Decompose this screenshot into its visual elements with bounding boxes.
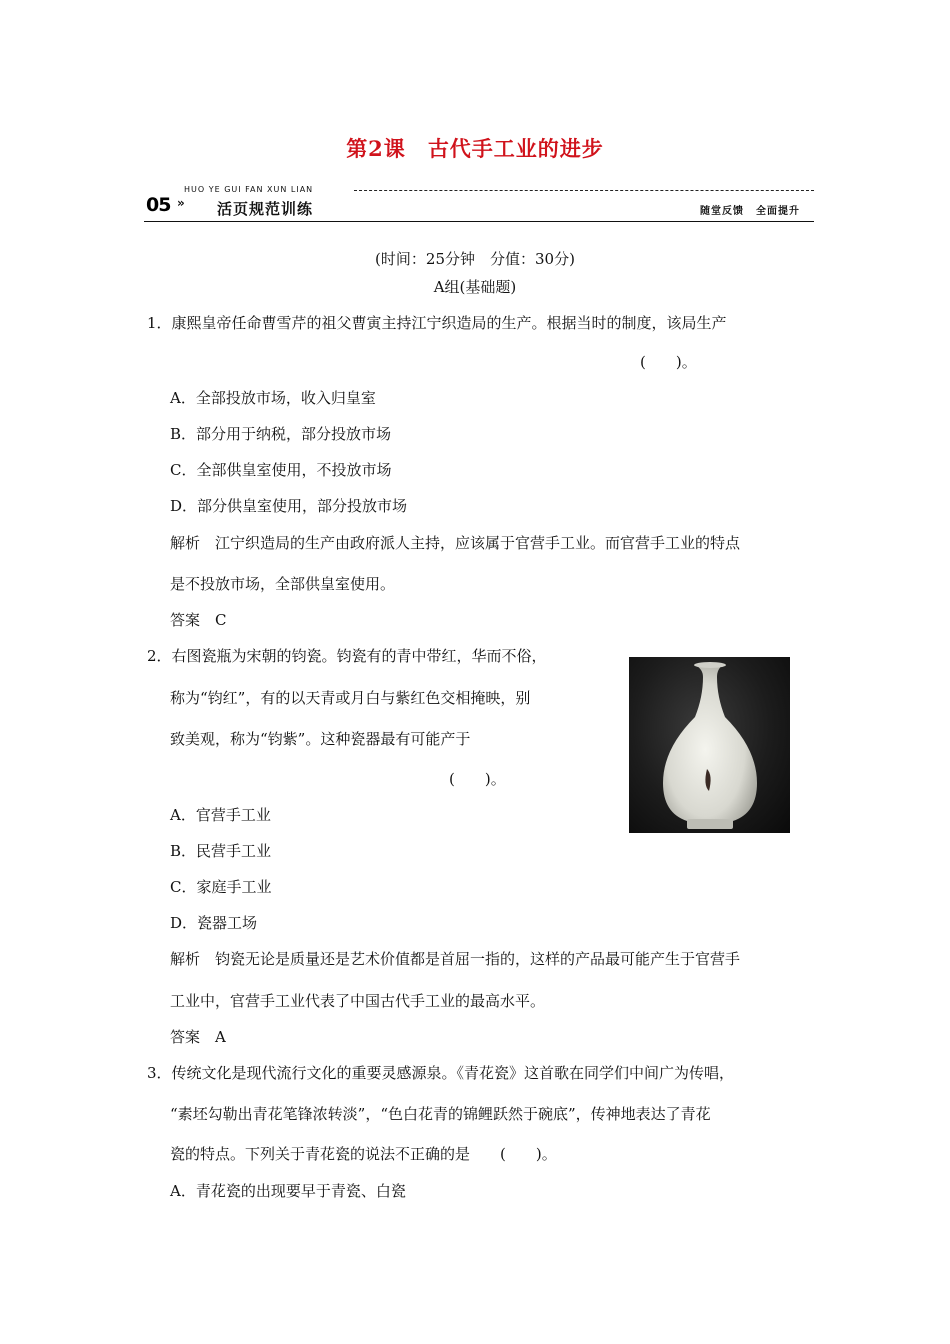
q2-stem-line2: 称为“钧红”，有的以天青或月白与紫红色交相掩映，别 <box>170 689 531 707</box>
lesson-number: 第2课 <box>346 136 406 161</box>
banner-dashed-rule <box>354 190 814 191</box>
lesson-title <box>0 133 950 163</box>
banner-number: 05 <box>146 194 171 216</box>
q2-option-c: C．家庭手工业 <box>170 878 272 896</box>
banner-right-b: 全面提升 <box>756 206 800 217</box>
q2-option-a: A．官营手工业 <box>170 806 271 824</box>
chevron-right-icon: » <box>177 196 185 210</box>
q3-option-a: A．青花瓷的出现要早于青瓷、白瓷 <box>170 1182 406 1200</box>
q1-option-c: C．全部供皇室使用，不投放市场 <box>170 461 392 479</box>
q2-answer-blank: ( )。 <box>449 770 506 788</box>
q2-explanation-line1: 解析 钧瓷无论是质量还是艺术价值都是首屈一指的，这样的产品最可能产生于官营手 <box>170 950 741 968</box>
banner-rule <box>144 221 814 222</box>
q2-option-b: B．民营手工业 <box>170 842 272 860</box>
banner-right-a: 随堂反馈 <box>700 206 744 217</box>
q1-explanation-line2: 是不投放市场，全部供皇室使用。 <box>170 575 396 593</box>
q3-stem-line1: 3．传统文化是现代流行文化的重要灵感源泉。《青花瓷》这首歌在同学们中间广为传唱， <box>147 1064 735 1082</box>
banner-label: 活页规范训练 <box>217 200 314 218</box>
q1-stem-line1: 1．康熙皇帝任命曹雪芹的祖父曹寅主持江宁织造局的生产。根据当时的制度，该局生产 <box>147 314 727 332</box>
banner-right-text <box>700 202 800 217</box>
q1-answer-blank: ( )。 <box>640 353 697 371</box>
vase-illustration <box>629 657 790 833</box>
q2-answer: 答案 A <box>170 1028 226 1046</box>
q1-option-d: D．部分供皇室使用，部分投放市场 <box>170 497 408 515</box>
q2-option-d: D．瓷器工场 <box>170 914 258 932</box>
section-banner <box>144 184 814 224</box>
lesson-name: 古代手工业的进步 <box>427 136 604 161</box>
q1-answer: 答案 C <box>170 611 227 629</box>
time-score: (时间：25分钟 分值：30分) <box>375 250 575 268</box>
vase-photo <box>629 657 790 833</box>
q1-option-a: A．全部投放市场，收入归皇室 <box>170 389 376 407</box>
q3-stem-line2: “素坯勾勒出青花笔锋浓转淡”，“色白花青的锦鲤跃然于碗底”，传神地表达了青花 <box>170 1105 711 1123</box>
banner-pinyin: HUO YE GUI FAN XUN LIAN <box>184 185 314 194</box>
q1-option-b: B．部分用于纳税，部分投放市场 <box>170 425 392 443</box>
q2-stem-line1: 2．右图瓷瓶为宋朝的钧瓷。钧瓷有的青中带红，华而不俗， <box>147 647 547 665</box>
group-heading: A组(基础题) <box>433 278 517 296</box>
q2-stem-line3: 致美观，称为“钧紫”。这种瓷器最有可能产于 <box>170 730 471 748</box>
q2-explanation-line2: 工业中，官营手工业代表了中国古代手工业的最高水平。 <box>170 992 546 1010</box>
q3-stem-line3: 瓷的特点。下列关于青花瓷的说法不正确的是 ( )。 <box>170 1145 557 1163</box>
q1-explanation-line1: 解析 江宁织造局的生产由政府派人主持，应该属于官营手工业。而官营手工业的特点 <box>170 534 741 552</box>
